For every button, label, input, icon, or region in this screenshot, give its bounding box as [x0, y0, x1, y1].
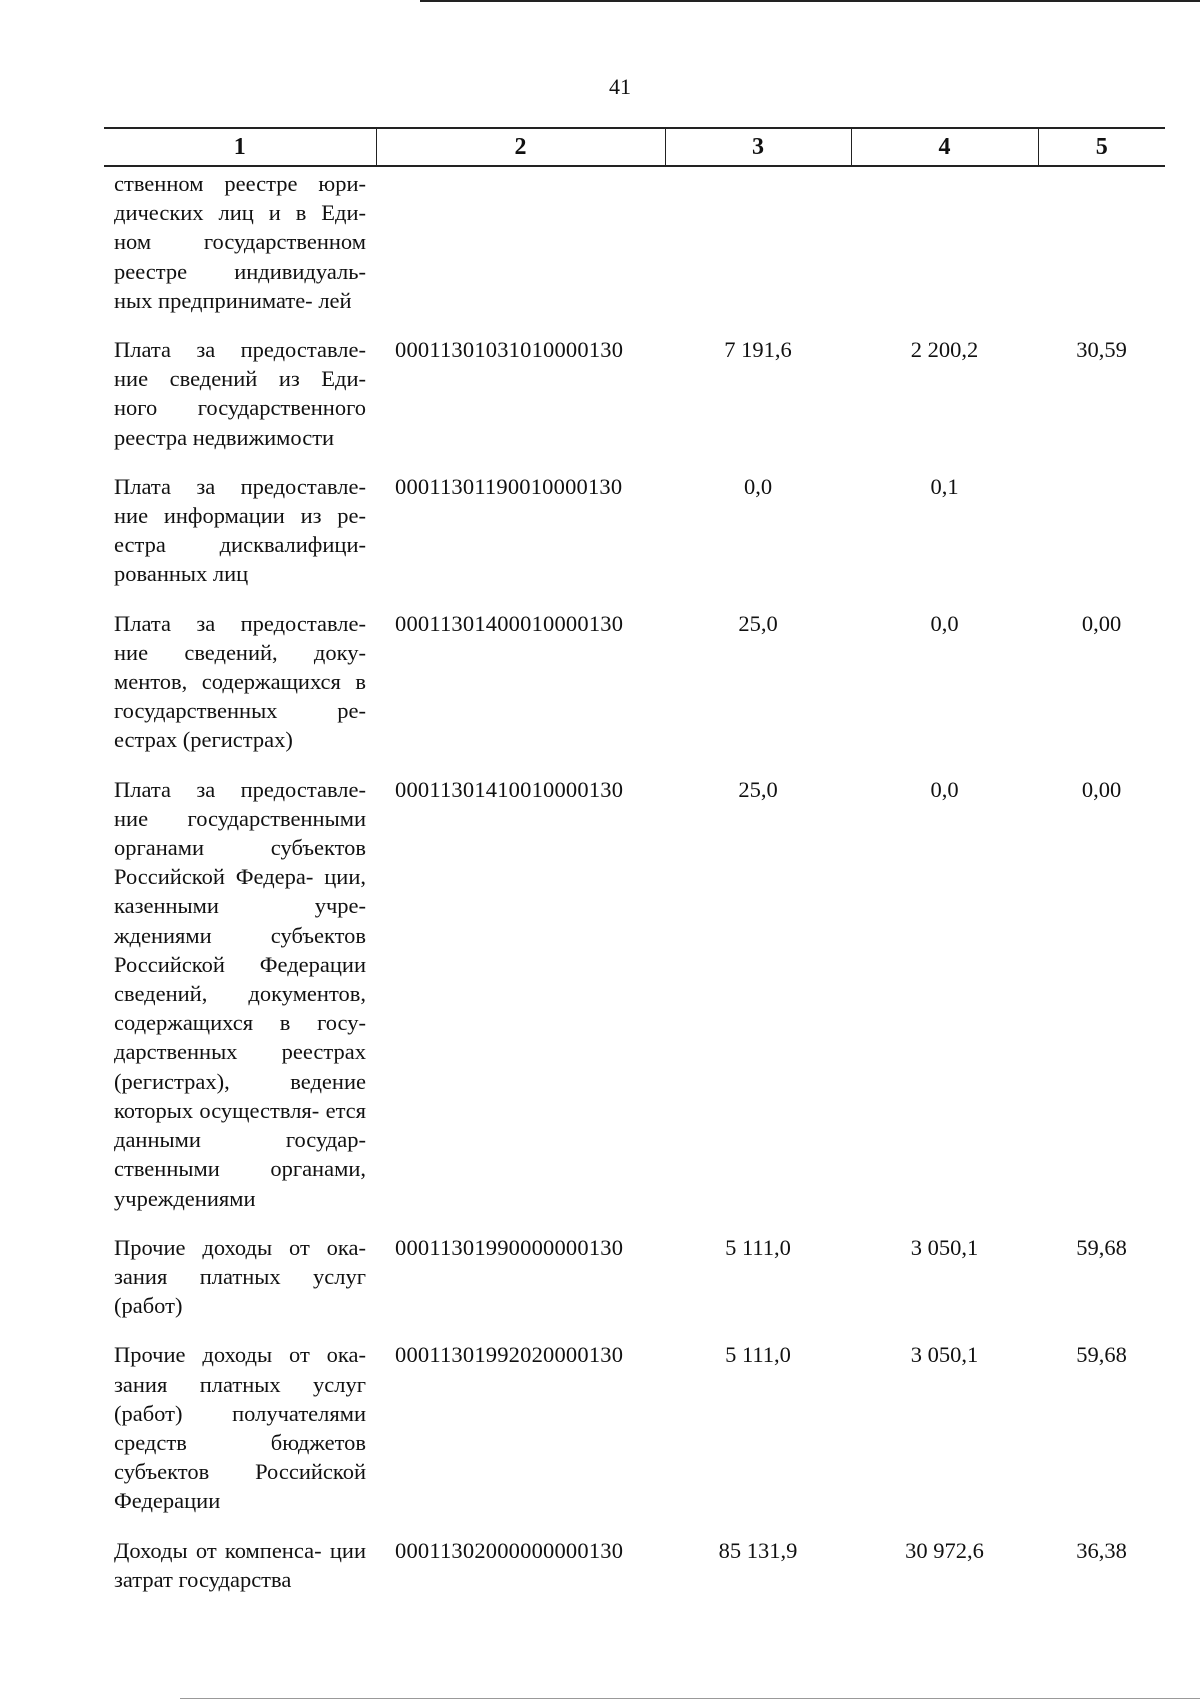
description-line: Прочие доходы от ока-	[114, 1342, 366, 1368]
header-row	[104, 128, 1165, 166]
column-5-value: 0,00	[1081, 776, 1122, 802]
description-line: ментов, содержащихся	[114, 669, 341, 695]
top-edge-rule	[420, 0, 1200, 2]
column-5-value: 0,00	[1081, 610, 1122, 636]
table-row	[104, 609, 1165, 775]
table-row	[104, 335, 1165, 472]
description-line: в государственных ре-	[114, 669, 366, 724]
description-line: Плата за предоставле-	[114, 776, 366, 802]
description-line: ного государственного	[114, 395, 366, 421]
table-row	[104, 166, 1165, 335]
income-description	[104, 609, 376, 775]
description-line: (работ)	[114, 1293, 183, 1319]
description-line: дических лиц и в Еди-	[114, 200, 366, 226]
column-4-value: 2 200,2	[910, 337, 979, 363]
table-row	[104, 472, 1165, 609]
column-5-value: 59,68	[1076, 1234, 1127, 1260]
income-description	[104, 166, 376, 335]
description-line: ции, казенными учре-	[114, 864, 367, 919]
description-line: рованных лиц	[114, 561, 249, 587]
column-3-value: 25,0	[738, 776, 778, 802]
income-description	[104, 335, 376, 472]
description-line: Российской Федера-	[114, 864, 314, 890]
description-line: ственном реестре юри-	[114, 171, 366, 196]
column-5-value: 59,68	[1076, 1342, 1127, 1368]
budget-classification-code: 00011301400010000130	[395, 610, 624, 636]
description-line: ственными органами,	[114, 1156, 366, 1182]
description-line: ние сведений из Еди-	[114, 366, 366, 392]
description-line: ждениями субъектов	[114, 922, 366, 948]
description-line: органами субъектов	[114, 835, 366, 861]
column-header-2: 2	[376, 128, 665, 166]
description-line: дарственных реестрах	[114, 1039, 366, 1065]
description-line: (регистрах), ведение	[114, 1068, 366, 1094]
description-line: сведений, документов,	[114, 981, 366, 1007]
description-line: содержащихся в госу-	[114, 1010, 366, 1036]
column-4-value: 3 050,1	[910, 1342, 979, 1368]
budget-classification-code: 00011301992020000130	[395, 1342, 624, 1368]
description-line: естра дисквалифици-	[114, 532, 366, 558]
column-5-value	[1038, 472, 1165, 609]
income-description	[104, 1340, 376, 1535]
budget-classification-code	[376, 166, 665, 335]
description-line: учреждениями	[114, 1185, 256, 1211]
description-line: реестра недвижимости	[114, 424, 335, 450]
column-3-value: 5 111,0	[725, 1342, 791, 1368]
column-3-value: 0,0	[743, 473, 773, 499]
description-line: ции затрат государства	[114, 1537, 366, 1592]
column-4-value: 0,0	[930, 610, 959, 636]
description-line: ется данными государ-	[114, 1097, 367, 1153]
income-description	[104, 1233, 376, 1341]
column-4-value: 0,1	[930, 473, 959, 499]
income-description	[104, 775, 376, 1233]
description-line: Плата за предоставле-	[114, 610, 366, 636]
column-header-3: 3	[665, 128, 851, 166]
table-header	[104, 128, 1165, 166]
column-5-value: 30,59	[1076, 337, 1127, 363]
description-line: ние государственными	[114, 805, 366, 831]
description-line: Федерации	[114, 1488, 221, 1514]
column-3-value: 7 191,6	[724, 337, 792, 363]
description-line: ние информации из ре-	[114, 503, 366, 529]
description-line: лей	[318, 287, 352, 313]
page-number: 41	[609, 74, 631, 99]
description-line: субъектов Российской	[114, 1459, 366, 1485]
description-line: реестре индивидуаль-	[114, 258, 366, 284]
column-header-4: 4	[851, 128, 1038, 166]
description-line: средств бюджетов	[114, 1429, 366, 1455]
column-5-value: 36,38	[1076, 1537, 1127, 1563]
description-line: Прочие доходы от ока-	[114, 1234, 366, 1260]
description-line: естрах (регистрах)	[114, 727, 293, 753]
column-5-value	[1038, 166, 1165, 335]
description-line: Плата за предоставле-	[114, 473, 366, 499]
description-line: (работ) получателями	[114, 1400, 366, 1426]
description-line: ных предпринимате-	[114, 287, 313, 313]
table-body	[104, 166, 1165, 1614]
column-header-1: 1	[104, 128, 376, 166]
income-description	[104, 1536, 376, 1614]
income-description	[104, 472, 376, 609]
description-line: ном государственном	[114, 229, 366, 255]
budget-classification-code: 00011301190010000130	[395, 473, 623, 499]
budget-classification-code: 00011301031010000130	[395, 337, 624, 363]
description-line: которых осуществля-	[114, 1097, 320, 1123]
column-3-value: 25,0	[738, 610, 778, 636]
table-row	[104, 1536, 1165, 1614]
budget-classification-code: 00011301410010000130	[395, 776, 624, 802]
table-row	[104, 1340, 1165, 1535]
description-line: Российской Федерации	[114, 951, 366, 977]
column-3-value	[665, 166, 851, 335]
column-4-value: 30 972,6	[905, 1537, 984, 1563]
description-line: зания платных услуг	[114, 1371, 366, 1397]
budget-table	[104, 127, 1165, 1614]
description-line: ние сведений, доку-	[114, 639, 366, 665]
description-line: Доходы от компенса-	[114, 1537, 322, 1563]
column-header-5: 5	[1038, 128, 1165, 166]
column-4-value: 0,0	[930, 776, 959, 802]
column-4-value	[851, 166, 1038, 335]
description-line: зания платных услуг	[114, 1263, 366, 1289]
budget-classification-code: 00011302000000000130	[395, 1537, 624, 1563]
column-3-value: 85 131,9	[718, 1537, 798, 1563]
description-line: Плата за предоставле-	[114, 337, 366, 363]
table-row	[104, 775, 1165, 1233]
budget-classification-code: 00011301990000000130	[395, 1234, 624, 1260]
column-4-value: 3 050,1	[910, 1234, 979, 1260]
bottom-edge-rule	[180, 1698, 1200, 1699]
table-row	[104, 1233, 1165, 1341]
column-3-value: 5 111,0	[725, 1234, 791, 1260]
